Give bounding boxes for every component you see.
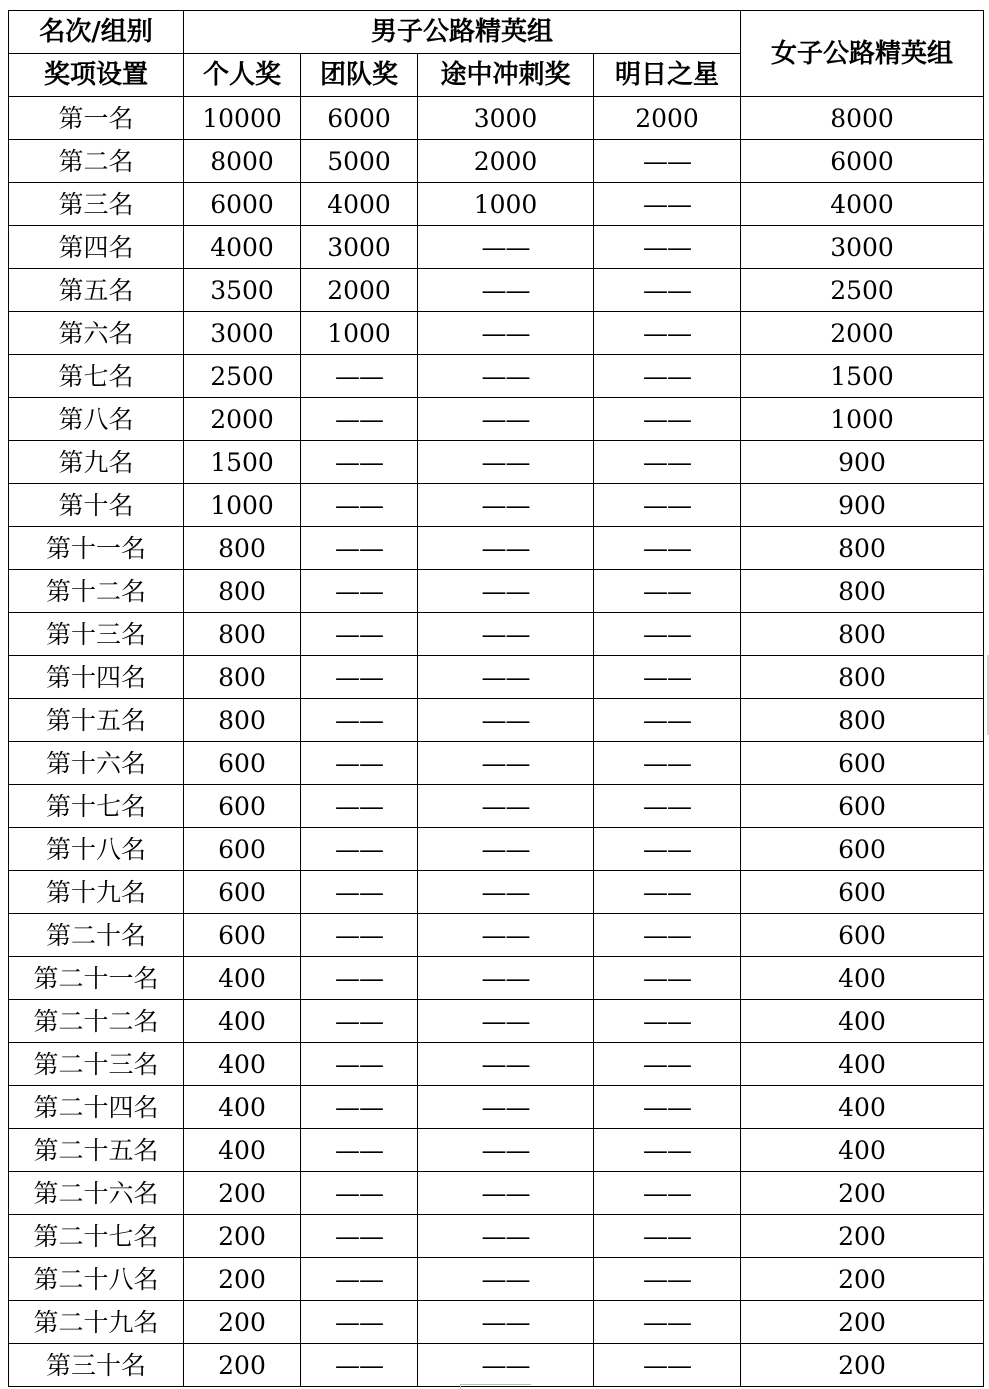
cell-sprint: 2000 [418,140,594,183]
cell-women: 400 [741,957,984,1000]
cell-individual: 400 [184,1043,301,1086]
cell-rank: 第十五名 [9,699,184,742]
cell-rank: 第一名 [9,97,184,140]
cell-star: 2000 [594,97,741,140]
cell-star: —— [594,226,741,269]
cell-individual: 200 [184,1172,301,1215]
cell-women: 2500 [741,269,984,312]
cell-sprint: —— [418,1215,594,1258]
cell-individual: 2000 [184,398,301,441]
cell-women: 400 [741,1086,984,1129]
cell-individual: 400 [184,1086,301,1129]
cell-women: 2000 [741,312,984,355]
page-bottom-mark [460,1384,531,1389]
cell-rank: 第二十二名 [9,1000,184,1043]
cell-women: 4000 [741,183,984,226]
cell-individual: 600 [184,914,301,957]
cell-team: 3000 [301,226,418,269]
cell-rank: 第十四名 [9,656,184,699]
cell-sprint: —— [418,785,594,828]
cell-team: —— [301,1301,418,1344]
cell-star: —— [594,527,741,570]
cell-sprint: —— [418,656,594,699]
cell-individual: 3500 [184,269,301,312]
cell-individual: 600 [184,785,301,828]
table-row [9,742,984,785]
cell-women: 1500 [741,355,984,398]
cell-women: 600 [741,914,984,957]
cell-rank: 第十二名 [9,570,184,613]
cell-rank: 第二十九名 [9,1301,184,1344]
cell-team: 6000 [301,97,418,140]
cell-team: —— [301,570,418,613]
cell-women: 1000 [741,398,984,441]
cell-individual: 800 [184,527,301,570]
cell-star: —— [594,785,741,828]
table-row [9,312,984,355]
cell-women: 400 [741,1129,984,1172]
cell-individual: 800 [184,570,301,613]
cell-women: 600 [741,828,984,871]
cell-sprint: —— [418,398,594,441]
cell-rank: 第七名 [9,355,184,398]
cell-star: —— [594,871,741,914]
cell-team: —— [301,656,418,699]
cell-team: —— [301,742,418,785]
table-row [9,1344,984,1387]
cell-team: —— [301,828,418,871]
cell-team: 2000 [301,269,418,312]
table-row [9,1000,984,1043]
cell-sprint: —— [418,269,594,312]
table-row [9,527,984,570]
cell-star: —— [594,699,741,742]
cell-women: 600 [741,871,984,914]
table-row [9,183,984,226]
table-row [9,1043,984,1086]
table-row [9,1215,984,1258]
table-row [9,914,984,957]
table-row [9,785,984,828]
cell-individual: 8000 [184,140,301,183]
cell-women: 900 [741,441,984,484]
cell-rank: 第十名 [9,484,184,527]
table-row [9,226,984,269]
cell-sprint: —— [418,1086,594,1129]
cell-individual: 1000 [184,484,301,527]
cell-women: 600 [741,785,984,828]
prize-table [8,10,984,1387]
cell-individual: 200 [184,1215,301,1258]
cell-team: —— [301,355,418,398]
cell-individual: 1500 [184,441,301,484]
cell-star: —— [594,656,741,699]
table-row [9,140,984,183]
cell-star: —— [594,1086,741,1129]
header-women-group: 女子公路精英组 [741,11,984,97]
table-row [9,1172,984,1215]
cell-sprint: —— [418,1301,594,1344]
table-row [9,484,984,527]
cell-women: 400 [741,1000,984,1043]
cell-team: —— [301,1215,418,1258]
cell-team: —— [301,441,418,484]
cell-sprint: —— [418,1129,594,1172]
cell-star: —— [594,1258,741,1301]
cell-star: —— [594,183,741,226]
cell-rank: 第八名 [9,398,184,441]
table-row [9,269,984,312]
cell-star: —— [594,398,741,441]
cell-team: 5000 [301,140,418,183]
cell-sprint: 3000 [418,97,594,140]
cell-star: —— [594,1215,741,1258]
cell-women: 200 [741,1301,984,1344]
cell-women: 200 [741,1344,984,1387]
cell-rank: 第二十一名 [9,957,184,1000]
cell-women: 200 [741,1172,984,1215]
cell-individual: 600 [184,742,301,785]
table-row [9,570,984,613]
cell-individual: 800 [184,656,301,699]
table-row [9,828,984,871]
cell-rank: 第十八名 [9,828,184,871]
table-row [9,957,984,1000]
cell-team: —— [301,1043,418,1086]
cell-individual: 200 [184,1258,301,1301]
cell-rank: 第六名 [9,312,184,355]
cell-rank: 第二十三名 [9,1043,184,1086]
cell-star: —— [594,1344,741,1387]
cell-women: 800 [741,527,984,570]
cell-star: —— [594,355,741,398]
table-row [9,441,984,484]
cell-star: —— [594,570,741,613]
cell-star: —— [594,828,741,871]
cell-individual: 800 [184,699,301,742]
cell-individual: 200 [184,1344,301,1387]
cell-team: —— [301,484,418,527]
cell-team: —— [301,527,418,570]
cell-women: 8000 [741,97,984,140]
table-row [9,1258,984,1301]
cell-team: —— [301,699,418,742]
cell-individual: 6000 [184,183,301,226]
cell-rank: 第三名 [9,183,184,226]
cell-star: —— [594,957,741,1000]
table-header [9,11,984,97]
cell-rank: 第二十六名 [9,1172,184,1215]
table-row [9,1086,984,1129]
cell-individual: 800 [184,613,301,656]
cell-rank: 第二十八名 [9,1258,184,1301]
cell-women: 800 [741,570,984,613]
cell-star: —— [594,1043,741,1086]
cell-rank: 第九名 [9,441,184,484]
table-row [9,398,984,441]
cell-star: —— [594,742,741,785]
table-row [9,613,984,656]
cell-women: 800 [741,656,984,699]
cell-team: 4000 [301,183,418,226]
header-rank-group: 名次/组别 [9,11,184,54]
cell-star: —— [594,1301,741,1344]
cell-team: —— [301,785,418,828]
cell-sprint: —— [418,527,594,570]
cell-sprint: —— [418,828,594,871]
cell-star: —— [594,1172,741,1215]
cell-individual: 400 [184,957,301,1000]
cell-sprint: —— [418,1000,594,1043]
cell-sprint: —— [418,742,594,785]
cell-individual: 4000 [184,226,301,269]
cell-team: 1000 [301,312,418,355]
cell-star: —— [594,1129,741,1172]
cell-sprint: —— [418,1344,594,1387]
cell-women: 600 [741,742,984,785]
cell-team: —— [301,1172,418,1215]
cell-rank: 第四名 [9,226,184,269]
cell-sprint: —— [418,484,594,527]
cell-sprint: —— [418,1258,594,1301]
cell-rank: 第五名 [9,269,184,312]
cell-rank: 第十七名 [9,785,184,828]
cell-team: —— [301,1258,418,1301]
cell-women: 3000 [741,226,984,269]
cell-rank: 第二十七名 [9,1215,184,1258]
table-row [9,1301,984,1344]
cell-star: —— [594,140,741,183]
cell-individual: 3000 [184,312,301,355]
cell-women: 800 [741,699,984,742]
cell-sprint: —— [418,1043,594,1086]
cell-sprint: —— [418,871,594,914]
header-team: 团队奖 [301,54,418,97]
cell-women: 400 [741,1043,984,1086]
cell-rank: 第十一名 [9,527,184,570]
cell-rank: 第二十四名 [9,1086,184,1129]
header-row-1 [9,11,984,54]
cell-individual: 10000 [184,97,301,140]
cell-team: —— [301,1344,418,1387]
table-row [9,699,984,742]
cell-team: —— [301,398,418,441]
cell-star: —— [594,1000,741,1043]
cell-sprint: —— [418,312,594,355]
cell-individual: 200 [184,1301,301,1344]
cell-star: —— [594,914,741,957]
cell-individual: 2500 [184,355,301,398]
cell-sprint: —— [418,699,594,742]
cell-individual: 400 [184,1129,301,1172]
cell-star: —— [594,312,741,355]
table-row [9,1129,984,1172]
cell-sprint: —— [418,441,594,484]
cell-team: —— [301,914,418,957]
cell-individual: 600 [184,828,301,871]
table-body [9,97,984,1387]
cell-rank: 第三十名 [9,1344,184,1387]
cell-sprint: —— [418,1172,594,1215]
cell-star: —— [594,613,741,656]
table-row [9,355,984,398]
cell-sprint: —— [418,570,594,613]
table-row [9,97,984,140]
table-row [9,871,984,914]
cell-rank: 第十九名 [9,871,184,914]
header-individual: 个人奖 [184,54,301,97]
header-sprint: 途中冲刺奖 [418,54,594,97]
cell-women: 200 [741,1258,984,1301]
cell-star: —— [594,484,741,527]
cell-individual: 400 [184,1000,301,1043]
cell-team: —— [301,1129,418,1172]
cell-star: —— [594,441,741,484]
cell-team: —— [301,957,418,1000]
cell-team: —— [301,1086,418,1129]
cell-star: —— [594,269,741,312]
cell-women: 6000 [741,140,984,183]
cell-sprint: —— [418,226,594,269]
cell-rank: 第二十名 [9,914,184,957]
cell-individual: 600 [184,871,301,914]
cell-women: 900 [741,484,984,527]
header-award-setting: 奖项设置 [9,54,184,97]
table-row [9,656,984,699]
cell-sprint: 1000 [418,183,594,226]
cell-sprint: —— [418,957,594,1000]
cell-sprint: —— [418,914,594,957]
cell-rank: 第二名 [9,140,184,183]
cell-women: 200 [741,1215,984,1258]
cell-rank: 第二十五名 [9,1129,184,1172]
header-men-group: 男子公路精英组 [184,11,741,54]
cell-team: —— [301,871,418,914]
cell-rank: 第十三名 [9,613,184,656]
cell-sprint: —— [418,355,594,398]
header-star: 明日之星 [594,54,741,97]
cell-team: —— [301,1000,418,1043]
cell-women: 800 [741,613,984,656]
cell-rank: 第十六名 [9,742,184,785]
cell-team: —— [301,613,418,656]
cell-sprint: —— [418,613,594,656]
